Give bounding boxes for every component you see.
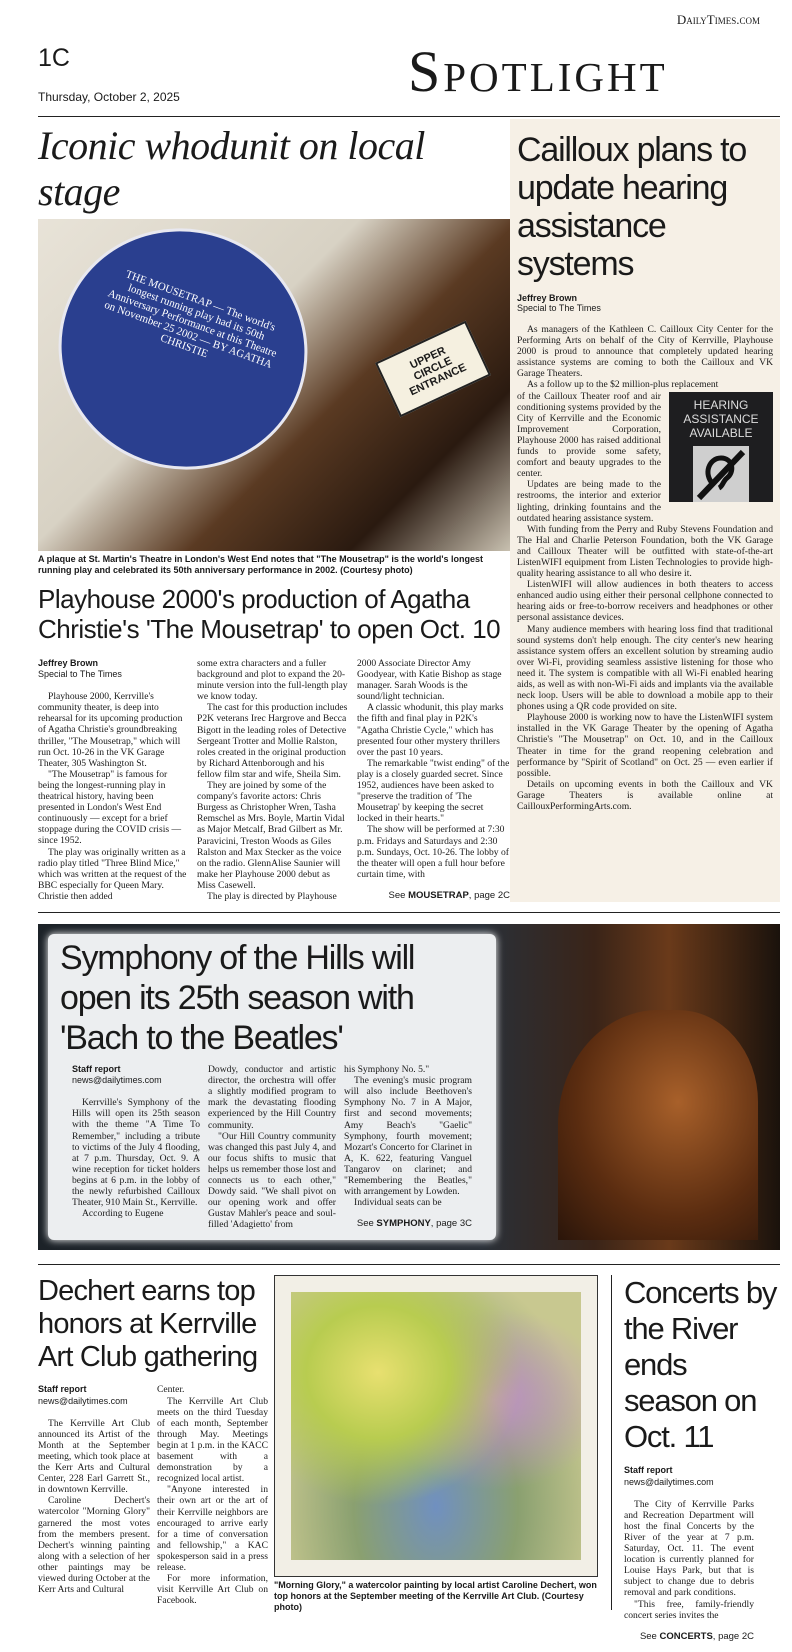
paragraph: "This free, family-friendly concert series invites the bbox=[624, 1598, 754, 1621]
paragraph: of the Cailloux Theater roof and air conditioning systems provided by the City of Kerrville and the Economic Improvement Corporation, Playhouse 2000 has raised additional funds to provide some safety, comfort and beauty upgrades to the center. bbox=[517, 390, 661, 480]
paragraph: The remarkable "twist ending" of the play is a closely guarded secret. Since 1952, audiences have been asked to "preserve the tradition of 'The Mousetrap' by keeping the secret locked in their hearts." bbox=[357, 757, 510, 825]
cello-photo bbox=[558, 1010, 758, 1240]
symphony-col-2 bbox=[208, 1064, 336, 1230]
concerts-headline: Concerts by the River ends season on Oct. 11 bbox=[624, 1275, 777, 1455]
symphony-col-1 bbox=[72, 1064, 200, 1219]
byline-affiliation: news@dailytimes.com bbox=[72, 1075, 162, 1086]
paragraph: The cast for this production includes P2K veterans Irec Hargrove and Becca Bigott in the leading roles of Detective Sergeant Trotter and Mollie Ralston, roles created in the original production by Richard Attenborough and his fellow film star and wife, Sheila Sim. bbox=[197, 702, 348, 780]
top-row bbox=[38, 117, 780, 902]
byline-affiliation: news@dailytimes.com bbox=[624, 1476, 714, 1487]
paragraph: "Anyone interested in their own art or the art of their Kerrville neighbors are encouraged to arrive early for a time of conversation and fellowship," a KAC spokesperson said in a press release. bbox=[157, 1484, 268, 1573]
paragraph: The Kerrville Art Club announced its Artist of the Month at the September meeting, which took place at the Kerr Arts and Cultural Center, 228 Earl Garrett St., in downtown Kerrville. bbox=[38, 1417, 150, 1496]
paragraph: Dowdy, conductor and artistic director, the orchestra will offer a slightly modified program to mark the devastating flooding experienced by the Hill Country community. bbox=[208, 1064, 336, 1131]
paragraph: The show will be performed at 7:30 p.m. Fridays and Saturdays and 2:30 p.m. Sundays, Oct. 10-26. The lobby of the theater will open a full hour before curtain time, with bbox=[357, 824, 509, 880]
byline-affiliation: news@dailytimes.com bbox=[38, 1395, 128, 1406]
paragraph: Details on upcoming events in both the Cailloux and VK Garage Theaters is available online at CaillouxPerformingArts.com. bbox=[517, 778, 773, 813]
paragraph: They are joined by some of the company's favorite actors: Chris Burgess as Christopher Wren, Tasha Remschel as Mrs. Boyle, Martin Vidal as Major Metcalf, Brad Gilbert as Mr. Paravicini, Treston Woods as Giles Ralston and Max Stecker as the voice on the radio. GlennAlise Saunier will make her Playhouse 2000 debut as Miss Casewell. bbox=[197, 780, 345, 891]
paragraph: A classic whodunit, this play marks the fifth and final play in P2K's "Agatha Christie Cycle," which has presented four other mystery thrillers over the past 10 years. bbox=[357, 702, 504, 758]
cailloux-article bbox=[517, 293, 773, 812]
mousetrap-col-2 bbox=[197, 658, 349, 902]
paragraph: Playhouse 2000, Kerrville's community theater, is deep into rehearsal for its upcoming production of Agatha Christie's groundbreaking thriller, "The Mousetrap," which will run Oct. 10-26 in the VK Garage Theater, 305 Washington St. bbox=[38, 691, 183, 769]
morning-glory-painting bbox=[274, 1275, 598, 1577]
dechert-photo-block bbox=[274, 1275, 598, 1613]
paragraph: "The Mousetrap" is famous for being the longest-running play in theatrical history, having been presented in London's West End continuously — except for a brief stoppage during the COVID crisis — since 1952. bbox=[38, 768, 182, 847]
symphony-col-3 bbox=[344, 1064, 472, 1229]
symphony-headline: Symphony of the Hills will open its 25th season with 'Bach to the Beatles' bbox=[60, 939, 415, 1058]
paragraph: Kerrville's Symphony of the Hills will open its 25th season with the theme "A Time To Remember," including a tribute to victims of the July 4 flooding, at 7 p.m. Thursday, Oct. 9. A wine reception for ticket holders begins at 6 p.m. in the lobby of the newly refurbished Cailloux Theater, 910 Main St., Kerrville. bbox=[72, 1097, 200, 1209]
mousetrap-photo bbox=[38, 219, 510, 551]
section-title: Spotlight bbox=[408, 39, 668, 104]
site-logo-text: DailyTimes.com bbox=[676, 12, 760, 27]
paragraph: Center. bbox=[157, 1384, 185, 1396]
concerts-jump-link[interactable]: See CONCERTS, page 2C bbox=[639, 1630, 754, 1642]
paragraph: ListenWIFI will allow audiences in both theaters to access enhanced audio using either their personal cellphone connected to hearing aids or free-to-borrow receivers and headphones or other personal assistance devices. bbox=[517, 579, 773, 624]
paragraph: his Symphony No. 5." bbox=[344, 1064, 430, 1076]
paragraph: As a follow up to the $2 million-plus replacement bbox=[527, 379, 719, 391]
site-logo[interactable] bbox=[677, 12, 760, 28]
blue-plaque: THE MOUSETRAP — The world's longest running play had its 50th Anniversary Performance at this Theatre on November 25 2002 — BY AGATHA CHRISTIE bbox=[38, 219, 342, 505]
mousetrap-article bbox=[38, 117, 510, 902]
byline-author: Jeffrey Brown bbox=[38, 658, 99, 668]
paragraph: The play is directed by Playhouse bbox=[207, 890, 337, 902]
byline-affiliation: Special to The Times bbox=[517, 303, 601, 313]
cailloux-sidebar bbox=[510, 119, 780, 902]
dechert-col-1 bbox=[38, 1384, 150, 1595]
byline-author: Staff report bbox=[72, 1064, 121, 1075]
mousetrap-caption: A plaque at St. Martin's Theatre in London's West End notes that "The Mousetrap" is the world's longest running play and celebrated its 50th anniversary performance in 2002. (Courtesy photo) bbox=[38, 554, 483, 575]
concerts-article bbox=[624, 1275, 779, 1641]
paragraph: "Our Hill Country community was changed this past July 4, and our focus shifts to music that helps us remember those lost and connects us to each other," Dowdy said. "We shall pivot on our opening work and offer Gustav Mahler's peace and soul-filled 'Adagietto' from bbox=[208, 1130, 336, 1231]
dechert-article bbox=[38, 1275, 268, 1606]
dechert-col-2 bbox=[157, 1384, 268, 1606]
paragraph: 2000 Associate Director Amy Goodyear, with Katie Bishop as stage manager. Sarah Woods is the sound/light technician. bbox=[357, 658, 502, 703]
symphony-panel bbox=[48, 934, 496, 1240]
paragraph: The play was originally written as a radio play titled "Three Blind Mice," which was written at the request of the BBC especially for Queen Mary. Christie then added bbox=[38, 846, 187, 902]
paragraph: Caroline Dechert's watercolor "Morning Glory" garnered the most votes from the members present. Dechert's winning painting along with a selection of her other paintings may be viewed during October at the Kerr Arts and Cultural bbox=[38, 1495, 150, 1596]
byline-author: Staff report bbox=[624, 1465, 673, 1476]
paragraph: The evening's music program will also include Beethoven's Symphony No. 7 in A Major, first and second movements; Amy Beach's "Gaelic" Symphony, fourth movement; Mozart's Concerto for Clarinet in A, K. 622, featuring Vanguel Tangarov on clarinet; and "Remembering the Beatles," with arrangement by Lowden. bbox=[344, 1075, 472, 1198]
paragraph: The City of Kerrville Parks and Recreation Department will host the final Concerts by the River of the year at 7 p.m. Saturday, Oct. 11. The event location is currently planned for Louise Hays Park, but that is subject to change due to debris removal and park conditions. bbox=[624, 1498, 754, 1599]
mousetrap-headline: Iconic whodunit on local stage bbox=[38, 123, 425, 214]
byline-author: Staff report bbox=[38, 1384, 87, 1395]
paragraph: For more information, visit Kerrville Art Club on Facebook. bbox=[157, 1573, 268, 1607]
page-number: 1C bbox=[38, 44, 70, 72]
mousetrap-jump-link[interactable]: See MOUSETRAP, page 2C bbox=[388, 889, 510, 901]
paragraph: Many audience members with hearing loss find that traditional sound systems don't help enough. The city center's new hearing assistance system offers an excellent solution by streaming audio over Wi-Fi, providing seamless assistive listening for those who need it. The system is compatible with all Wi-Fi enabled hearing aids, as well as with non-Wi-Fi aids and implants via the available neck loop. Users will be able to download a mobile app to their phones using a QR code provided on site. bbox=[517, 623, 773, 713]
hearing-assistance-sign: HEARING ASSISTANCE AVAILABLE bbox=[669, 392, 773, 502]
symphony-jump-link[interactable]: See SYMPHONY, page 3C bbox=[356, 1218, 472, 1230]
page-header bbox=[38, 0, 780, 116]
paragraph: According to Eugene bbox=[82, 1208, 164, 1220]
cailloux-headline: Cailloux plans to update hearing assistance systems bbox=[517, 131, 747, 283]
ear-icon bbox=[693, 446, 749, 502]
dechert-headline: Dechert earns top honors at Kerrville Art Club gathering bbox=[38, 1275, 258, 1374]
concerts-body bbox=[624, 1465, 754, 1641]
issue-date: Thursday, October 2, 2025 bbox=[38, 90, 180, 104]
paragraph: Playhouse 2000 is working now to have the ListenWIFI system installed in the VK Garage Theater by the opening of Agatha Christie's "The Mousetrap" on Oct. 10, and in the Cailloux Theater in time for the grand reopening celebration and performance by "Spirit of Scotland" on Oct. 25 — even earlier if possible. bbox=[517, 712, 773, 779]
byline-author: Jeffrey Brown bbox=[517, 293, 578, 303]
paragraph: Individual seats can be bbox=[354, 1197, 442, 1209]
paragraph: The Kerrville Art Club meets on the third Tuesday of each month, September through May. Meetings begin at 1 p.m. in the KACC basement with a demonstration by a recognized local artist. bbox=[157, 1395, 268, 1485]
column-divider bbox=[611, 1275, 612, 1610]
mousetrap-col-3 bbox=[357, 658, 510, 901]
symphony-feature bbox=[38, 924, 780, 1250]
byline-affiliation: Special to The Times bbox=[38, 669, 122, 680]
entrance-sign: UPPER CIRCLE ENTRANCE bbox=[375, 321, 491, 418]
mousetrap-col-1 bbox=[38, 658, 189, 902]
bottom-row bbox=[38, 1275, 780, 1641]
paragraph: some extra characters and a fuller background and plot to expand the 20-minute version into the full-length play we know today. bbox=[197, 658, 348, 703]
mousetrap-subhead: Playhouse 2000's production of Agatha Christie's 'The Mousetrap' to open Oct. 10 bbox=[38, 584, 501, 644]
paragraph: As managers of the Kathleen C. Cailloux City Center for the Performing Arts on behalf of the City of Kerrville, Playhouse 2000 is proud to announce that completely updated hearing assistance systems are coming to both the Cailloux and VK Garage Theaters. bbox=[517, 324, 773, 380]
paragraph: Updates are being made to the restrooms, the interior and exterior lighting, drinking fountains and the outdated hearing assistance system. bbox=[517, 479, 661, 524]
paragraph: With funding from the Perry and Ruby Stevens Foundation and The Hal and Charlie Peterson Foundation, both the VK Garage and Cailloux Theater will be outfitted with state-of-the-art ListenWIFI equipment from Listen Technologies to provide high-quality hearing assistance to all who desire it. bbox=[517, 523, 773, 580]
dechert-caption: "Morning Glory," a watercolor painting by local artist Caroline Dechert, won top honors at the September meeting of the Kerrville Art Club. (Courtesy photo) bbox=[274, 1580, 597, 1613]
